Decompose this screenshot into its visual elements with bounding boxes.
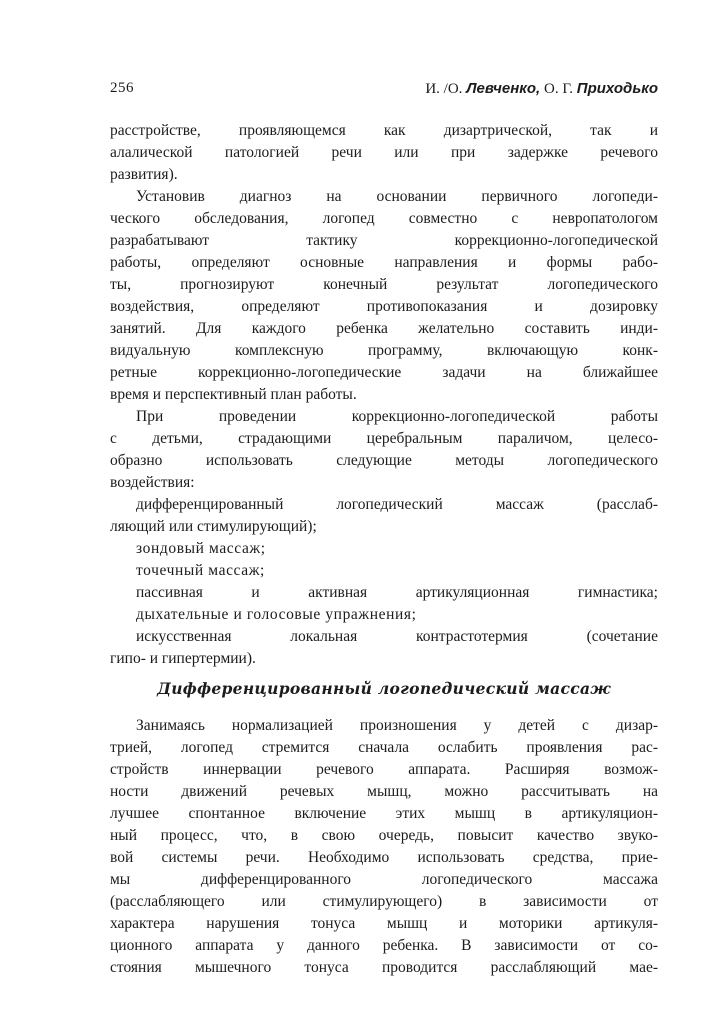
- text-line: с детьми, страдающими церебральным параличом, целесо-: [110, 430, 658, 447]
- text-line: ности движений речевых мышц, можно рассчитывать на: [110, 783, 658, 800]
- text-line: время и перспективный план работы.: [110, 386, 357, 403]
- running-head: [425, 80, 658, 98]
- list-item: дыхательные и голосовые упражнения;: [136, 606, 417, 623]
- text-line: Установив диагноз на основании первичного логопеди-: [136, 188, 658, 205]
- text-line: характера нарушения тонуса мышц и моторики артикуля-: [110, 915, 658, 932]
- text-line: занятий. Для каждого ребенка желательно составить инди-: [110, 320, 658, 337]
- list-item-continuation: гипо- и гипертермии).: [110, 650, 256, 667]
- text-line: ты, прогнозируют конечный результат логопедического: [110, 276, 658, 293]
- text-line: работы, определяют основные направления и формы рабо-: [110, 254, 658, 271]
- page-header: [110, 80, 658, 104]
- author-initials-1: И. /О.: [425, 81, 463, 97]
- text-line: видуальную комплексную программу, включающую конк-: [110, 342, 658, 359]
- text-line: Занимаясь нормализацией произношения у детей с дизар-: [136, 717, 658, 734]
- list-item: дифференцированный логопедический массаж (расслаб-: [136, 496, 658, 513]
- text-line: мы дифференцированного логопедического массажа: [110, 871, 658, 888]
- text-line: (расслабляющего или стимулирующего) в зависимости от: [110, 893, 658, 910]
- text-line: воздействия:: [110, 474, 195, 491]
- page-number: 256: [110, 80, 134, 96]
- section-heading: Дифференцированный логопедический массаж: [157, 679, 611, 698]
- text-line: образно использовать следующие методы логопедического: [110, 452, 658, 469]
- text-line: ционного аппарата у данного ребенка. В зависимости от со-: [110, 937, 658, 954]
- text-line: стояния мышечного тонуса проводится расслабляющий мае-: [110, 959, 658, 976]
- text-line: лучшее спонтанное включение этих мышц в артикуляцион-: [110, 805, 658, 822]
- list-item: пассивная и активная артикуляционная гимнастика;: [136, 584, 658, 601]
- text-line: алалической патологией речи или при задержке речевого: [110, 144, 658, 161]
- text-line: воздействия, определяют противопоказания и дозировку: [110, 298, 658, 315]
- author-surname-1: Левченко,: [466, 80, 541, 97]
- list-item-continuation: ляющий или стимулирующий);: [110, 518, 317, 535]
- list-item: искусственная локальная контрастотермия (сочетание: [136, 628, 658, 645]
- author-initials-2: О. Г.: [543, 81, 574, 97]
- text-line: ный процесс, что, в свою очередь, повысит качество звуко-: [110, 827, 658, 844]
- text-line: стройств иннервации речевого аппарата. Расширяя возмож-: [110, 761, 658, 778]
- text-line: трией, логопед стремится сначала ослабить проявления рас-: [110, 739, 658, 756]
- text-line: разрабатывают тактику коррекционно-логопедической: [110, 232, 658, 249]
- author-surname-2: Приходько: [576, 80, 658, 97]
- text-line: ретные коррекционно-логопедические задачи на ближайшее: [110, 364, 658, 381]
- text-line: расстройстве, проявляющемся как дизартрической, так и: [110, 122, 658, 139]
- text-line: вой системы речи. Необходимо использовать средства, прие-: [110, 849, 658, 866]
- text-line: При проведении коррекционно-логопедической работы: [136, 408, 658, 425]
- text-line: развития).: [110, 166, 178, 183]
- text-line: ческого обследования, логопед совместно с невропатологом: [110, 210, 658, 227]
- list-item: точечный массаж;: [136, 562, 265, 579]
- list-item: зондовый массаж;: [136, 540, 266, 557]
